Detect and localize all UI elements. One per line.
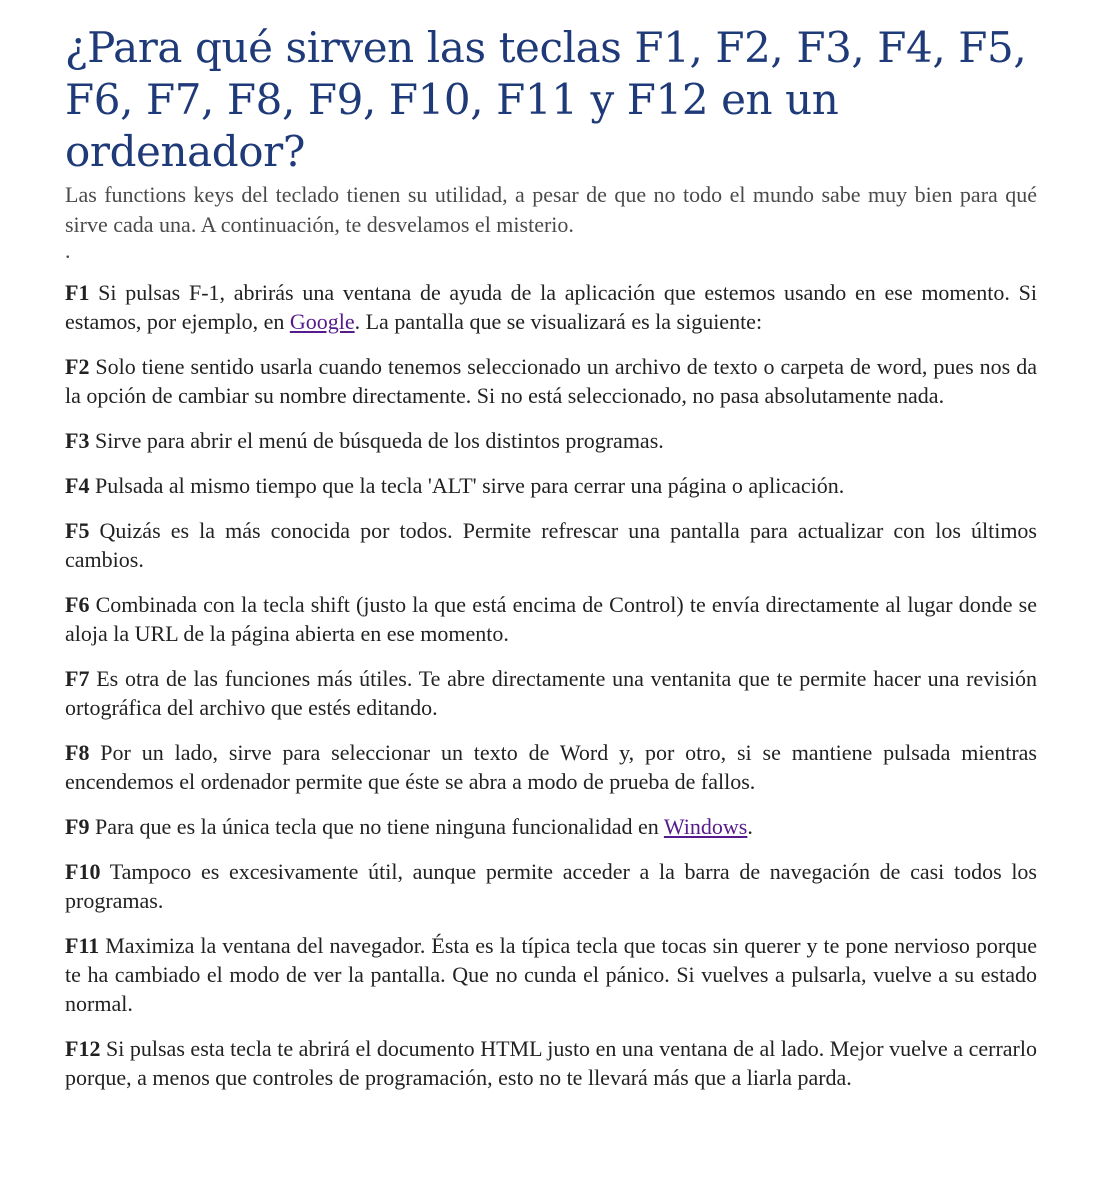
item-f3 — [65, 426, 1037, 455]
item-f9 — [65, 812, 1037, 841]
item-text: Maximiza la ventana del navegador. Ésta es la típica tecla que tocas sin querer y te pone nervioso porque te ha cambiado el modo de ver la pantalla. Que no cunda el pánico. Si vuelves a pulsarla, vuelve a su estado normal. — [65, 933, 1037, 1016]
article-subtitle: Las functions keys del teclado tienen su utilidad, a pesar de que no todo el mundo sabe muy bien para qué sirve cada una. A continuación, te desvelamos el misterio. — [65, 182, 1037, 237]
item-text: Si pulsas esta tecla te abrirá el documento HTML justo en una ventana de al lado. Mejor vuelve a cerrarlo porque, a menos que controles de programación, esto no te llevará más que a liarla parda. — [65, 1036, 1037, 1090]
key-label: F10 — [65, 859, 101, 884]
item-text: . La pantalla que se visualizará es la siguiente: — [354, 309, 763, 334]
google-link[interactable]: Google — [289, 309, 355, 334]
item-text: Sirve para abrir el menú de búsqueda de los distintos programas. — [89, 428, 664, 453]
item-text: Por un lado, sirve para seleccionar un texto de Word y, por otro, si se mantiene pulsada mientras encendemos el ordenador permite que éste se abra a modo de prueba de fallos. — [65, 740, 1037, 794]
item-f7 — [65, 664, 1037, 722]
key-label: F4 — [65, 473, 90, 498]
item-f12 — [65, 1034, 1037, 1092]
item-text: . — [747, 814, 753, 839]
item-text: Si pulsas F-1, abrirás una ventana de ayuda de la aplicación que estemos usando en ese momento. Si estamos, por ejemplo, en — [65, 280, 1037, 334]
item-text: Es otra de las funciones más útiles. Te abre directamente una ventanita que te permite hacer una revisión ortográfica del archivo que estés editando. — [65, 666, 1037, 720]
item-text: Tampoco es excesivamente útil, aunque permite acceder a la barra de navegación de casi todos los programas. — [65, 859, 1037, 913]
key-label: F6 — [65, 592, 90, 617]
item-text: Solo tiene sentido usarla cuando tenemos seleccionado un archivo de texto o carpeta de word, pues nos da la opción de cambiar su nombre directamente. Si no está seleccionado, no pasa absolutamente nada. — [65, 354, 1037, 408]
windows-link[interactable]: Windows — [663, 814, 748, 839]
separator-dot: . — [65, 238, 71, 263]
key-label: F3 — [65, 428, 90, 453]
item-f11 — [65, 931, 1037, 1018]
item-f1 — [65, 278, 1037, 336]
key-label: F8 — [65, 740, 90, 765]
item-f8 — [65, 738, 1037, 796]
key-label: F1 — [65, 280, 90, 305]
item-f4 — [65, 471, 1037, 500]
item-text: Quizás es la más conocida por todos. Permite refrescar una pantalla para actualizar con los últimos cambios. — [65, 518, 1037, 572]
page-title: ¿Para qué sirven las teclas F1, F2, F3, F4, F5, F6, F7, F8, F9, F10, F11 y F12 en un ordenador? — [65, 23, 1027, 176]
key-label: F9 — [65, 814, 90, 839]
item-f2 — [65, 352, 1037, 410]
key-label: F12 — [65, 1036, 101, 1061]
item-f10 — [65, 857, 1037, 915]
key-label: F2 — [65, 354, 90, 379]
key-label: F7 — [65, 666, 90, 691]
key-label: F11 — [65, 933, 100, 958]
article — [65, 22, 1037, 1108]
item-f5 — [65, 516, 1037, 574]
item-text: Para que es la única tecla que no tiene ninguna funcionalidad en — [89, 814, 664, 839]
item-f6 — [65, 590, 1037, 648]
item-text: Pulsada al mismo tiempo que la tecla 'ALT' sirve para cerrar una página o aplicación. — [89, 473, 845, 498]
item-text: Combinada con la tecla shift (justo la que está encima de Control) te envía directamente al lugar donde se aloja la URL de la página abierta en ese momento. — [65, 592, 1037, 646]
key-label: F5 — [65, 518, 90, 543]
